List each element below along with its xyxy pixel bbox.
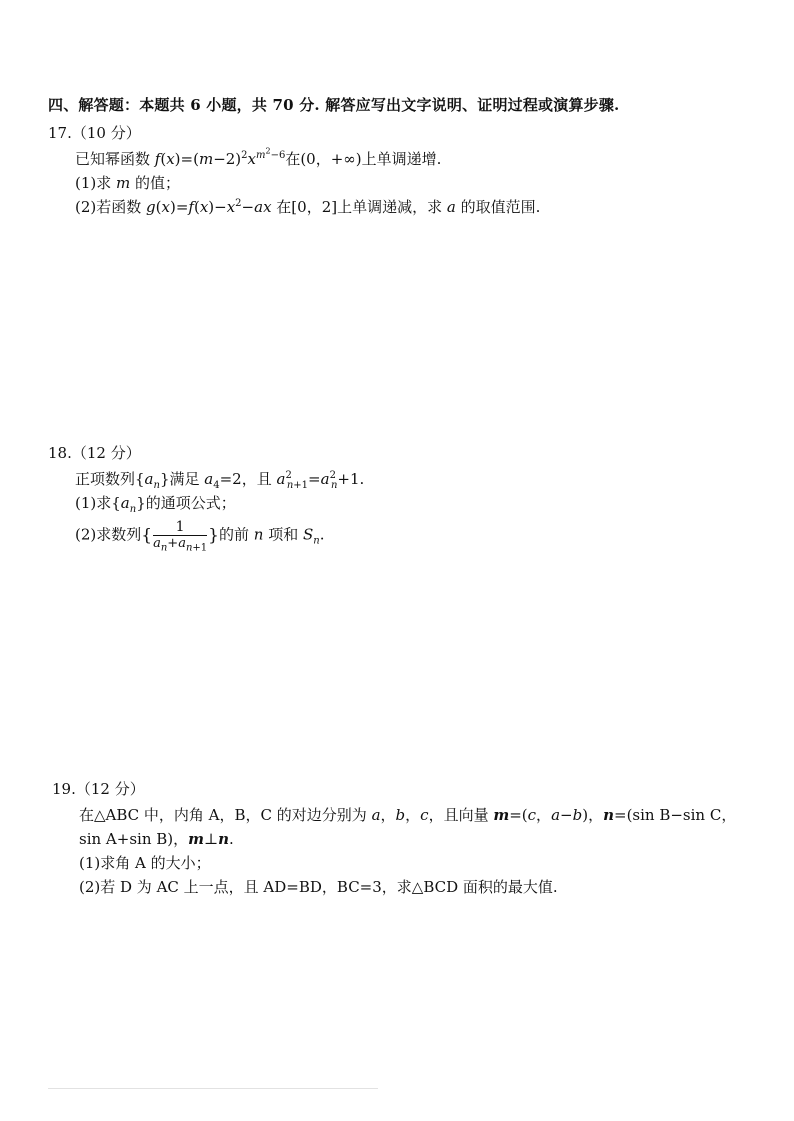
- question-18-label: 18.（12 分）: [48, 444, 141, 462]
- question-19: [52, 778, 736, 899]
- question-19-label: 19.（12 分）: [52, 780, 145, 798]
- question-18: [48, 442, 364, 552]
- question-17-label: 17.（10 分）: [48, 124, 141, 142]
- g-function-expression: $g(x)=f(x)-x^2-ax$: [146, 198, 272, 216]
- vector-m: m=(c，a−b): [493, 806, 589, 824]
- question-19-part-2: (2)若 D 为 AC 上一点，且 AD=BD，BC=3，求△BCD 面积的最大值.: [79, 878, 558, 896]
- question-17: [48, 122, 540, 219]
- question-17-part-1: (1)求 m 的值；: [75, 174, 181, 192]
- recurrence-expression: $a^2_{n+1}=a^2_n+1$.: [276, 470, 365, 491]
- question-19-part-1: (1)求角 A 的大小；: [79, 854, 211, 872]
- footer-rule: [48, 1088, 378, 1089]
- question-17-part-2: (2)若函数 $g(x)=f(x)-x^2-ax$ 在[0，2]上单调递减，求 a 的取值范围.: [75, 198, 541, 216]
- question-18-part-2: (2)求数列{ $\frac{1}{a_n+a_{n+1}}$ }的前 n 项和 $S_n$.: [75, 519, 325, 554]
- question-18-stem: 正项数列$\{a_n\}$满足 $a_4=2$，且 $a^2_{n+1}=a^2_n+1$.: [75, 470, 365, 491]
- question-19-stem-continued: sin A+sin B)，m⊥n.: [79, 830, 234, 848]
- vector-n: n=: [603, 806, 627, 824]
- section-title: 四、解答题：本题共 6 小题，共 70 分. 解答应写出文字说明、证明过程或演算步骤.: [48, 96, 620, 114]
- sum-fraction: $\frac{1}{a_n+a_{n+1}}$: [153, 519, 208, 554]
- question-18-part-1: (1)求$\{a_n\}$的通项公式；: [75, 494, 236, 515]
- power-function-expression: $f(x)=(m-2)^2x^{m^2-6}$: [154, 146, 286, 168]
- question-19-stem: 在△ABC 中，内角 A，B，C 的对边分别为 a，b，c，且向量 m=(c，a−b)，n=(sin B−sin C，: [79, 806, 737, 824]
- question-17-stem: 已知幂函数 $f(x)=(m-2)^2x^{m^2-6}$在(0，+∞)上单调递增.: [75, 146, 442, 168]
